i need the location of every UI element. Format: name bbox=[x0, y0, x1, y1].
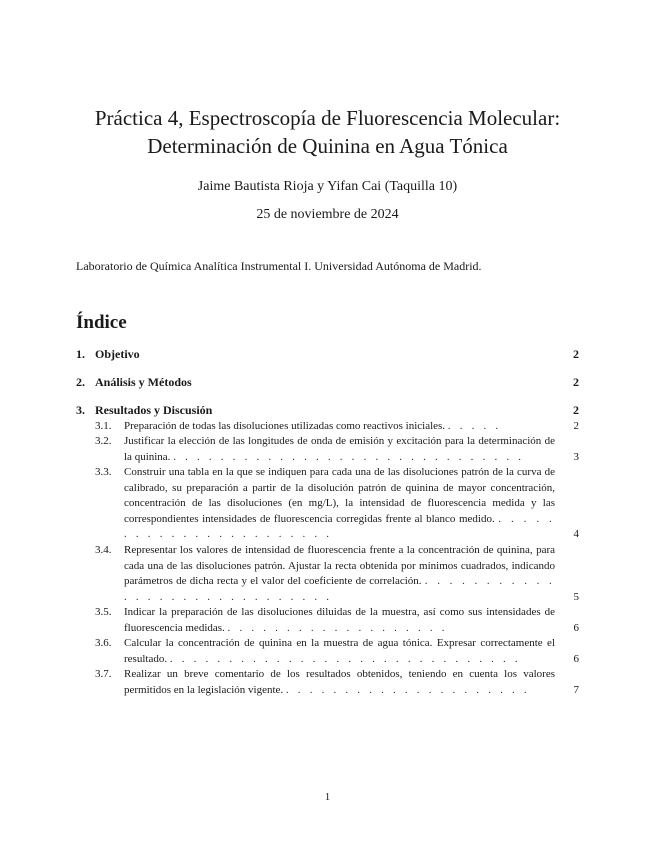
toc-section-title: Análisis y Métodos bbox=[95, 375, 192, 389]
toc-subsection[interactable] bbox=[95, 543, 579, 605]
dot-leader: . . . . . . . . . . . . . . . . . . . . . . . . . . . . . . bbox=[173, 450, 525, 463]
title-line-2: Determinación de Quinina en Agua Tónica bbox=[147, 134, 508, 158]
toc-section[interactable] bbox=[76, 375, 579, 390]
toc-subsection-page: 4 bbox=[573, 528, 579, 540]
toc-section-number: 2. bbox=[76, 375, 85, 389]
dot-leader: . . . . . bbox=[447, 420, 502, 432]
toc-subsection-page: 3 bbox=[573, 450, 579, 463]
date: 25 de noviembre de 2024 bbox=[256, 207, 399, 222]
dot-leader: . . . . . . . . . . . . . . . . . . . . . . . bbox=[124, 512, 555, 540]
toc-subsection-title: Indicar la preparación de las disoluciones diluidas de la muestra, así como sus intensidades de fluorescencia medidas. bbox=[124, 606, 555, 634]
toc-section[interactable] bbox=[76, 347, 579, 362]
toc-subsection-number: 3.5. bbox=[95, 606, 112, 618]
dot-leader: . . . . . . . . . . . . . . . . . . . . . bbox=[285, 683, 530, 696]
toc-subsection[interactable] bbox=[95, 636, 579, 667]
toc-subsection-number: 3.4. bbox=[95, 544, 112, 556]
toc-section-page: 2 bbox=[573, 375, 579, 389]
toc-heading: Índice bbox=[76, 312, 127, 333]
toc-section-title: Resultados y Discusión bbox=[95, 403, 213, 417]
toc-section-page: 2 bbox=[573, 403, 579, 417]
toc-subsection-number: 3.1. bbox=[95, 420, 112, 432]
toc-subsection-number: 3.7. bbox=[95, 668, 112, 680]
toc-subsection-title: Calcular la concentración de quinina en la muestra de agua tónica. Expresar correctamente el resultado. bbox=[124, 637, 555, 665]
toc-section-page: 2 bbox=[573, 347, 579, 361]
authors: Jaime Bautista Rioja y Yifan Cai (Taquilla 10) bbox=[197, 179, 458, 194]
toc-subsection-title: Realizar un breve comentario de los resultados obtenidos, teniendo en cuenta los valores permitidos en la legislación vigente. bbox=[124, 668, 555, 696]
toc-subsection[interactable] bbox=[95, 434, 579, 465]
toc-subsection-title: Justificar la elección de las longitudes de onda de emisión y excitación para la determinación de la quinina. bbox=[124, 435, 555, 463]
toc-subsection-number: 3.6. bbox=[95, 637, 112, 649]
toc-section-title: Objetivo bbox=[95, 347, 140, 361]
toc-subsection-number: 3.3. bbox=[95, 466, 112, 478]
title-line-1: Práctica 4, Espectroscopía de Fluorescencia Molecular: bbox=[94, 106, 561, 130]
toc-subsection[interactable] bbox=[95, 605, 579, 636]
affiliation: Laboratorio de Química Analítica Instrumental I. Universidad Autónoma de Madrid. bbox=[76, 259, 482, 273]
document-title bbox=[0, 104, 655, 160]
toc-subsection[interactable] bbox=[95, 465, 579, 543]
dot-leader: . . . . . . . . . . . . . . . . . . . . . . . . . . . . . . bbox=[169, 652, 521, 665]
toc-subsection[interactable] bbox=[95, 419, 579, 435]
toc-subsection-page: 5 bbox=[573, 590, 579, 603]
toc-subsection-title: Construir una tabla en la que se indiquen para cada una de las disoluciones patrón de la curva de calibrado, su preparación a partir de la disolución patrón de quinina de mayor concentración, concentración de las disoluciones (en mg/L), la intensidad de fluorescencia medida y las correspondientes intensidades de fluorescencia corregidas frente al blanco medido. bbox=[124, 466, 555, 525]
toc-subsection-title: Preparación de todas las disoluciones utilizadas como reactivos iniciales. bbox=[124, 420, 446, 432]
dot-leader: . . . . . . . . . . . . . . . . . . . . . . . . . . . . . bbox=[124, 575, 555, 603]
toc-subsection-title: Representar los valores de intensidad de fluorescencia frente a la concentración de quinina, para cada una de las disoluciones patrón. Ajustar la recta obtenida por mínimos cuadrados, indicando parámetros de dicha recta y el valor del coeficiente de correlación. bbox=[124, 544, 555, 587]
toc-subsection-page: 6 bbox=[573, 621, 579, 634]
toc-section-number: 3. bbox=[76, 403, 85, 417]
toc-subsection-number: 3.2. bbox=[95, 435, 112, 447]
page-number: 1 bbox=[324, 791, 331, 803]
toc-subsection-page: 7 bbox=[573, 683, 579, 696]
dot-leader: . . . . . . . . . . . . . . . . . . . bbox=[227, 621, 448, 634]
toc-subsection[interactable] bbox=[95, 667, 579, 698]
toc-subsection-page: 6 bbox=[573, 652, 579, 665]
toc-section[interactable] bbox=[76, 403, 579, 418]
toc-section-number: 1. bbox=[76, 347, 85, 361]
toc-subsection-page: 2 bbox=[573, 420, 579, 432]
